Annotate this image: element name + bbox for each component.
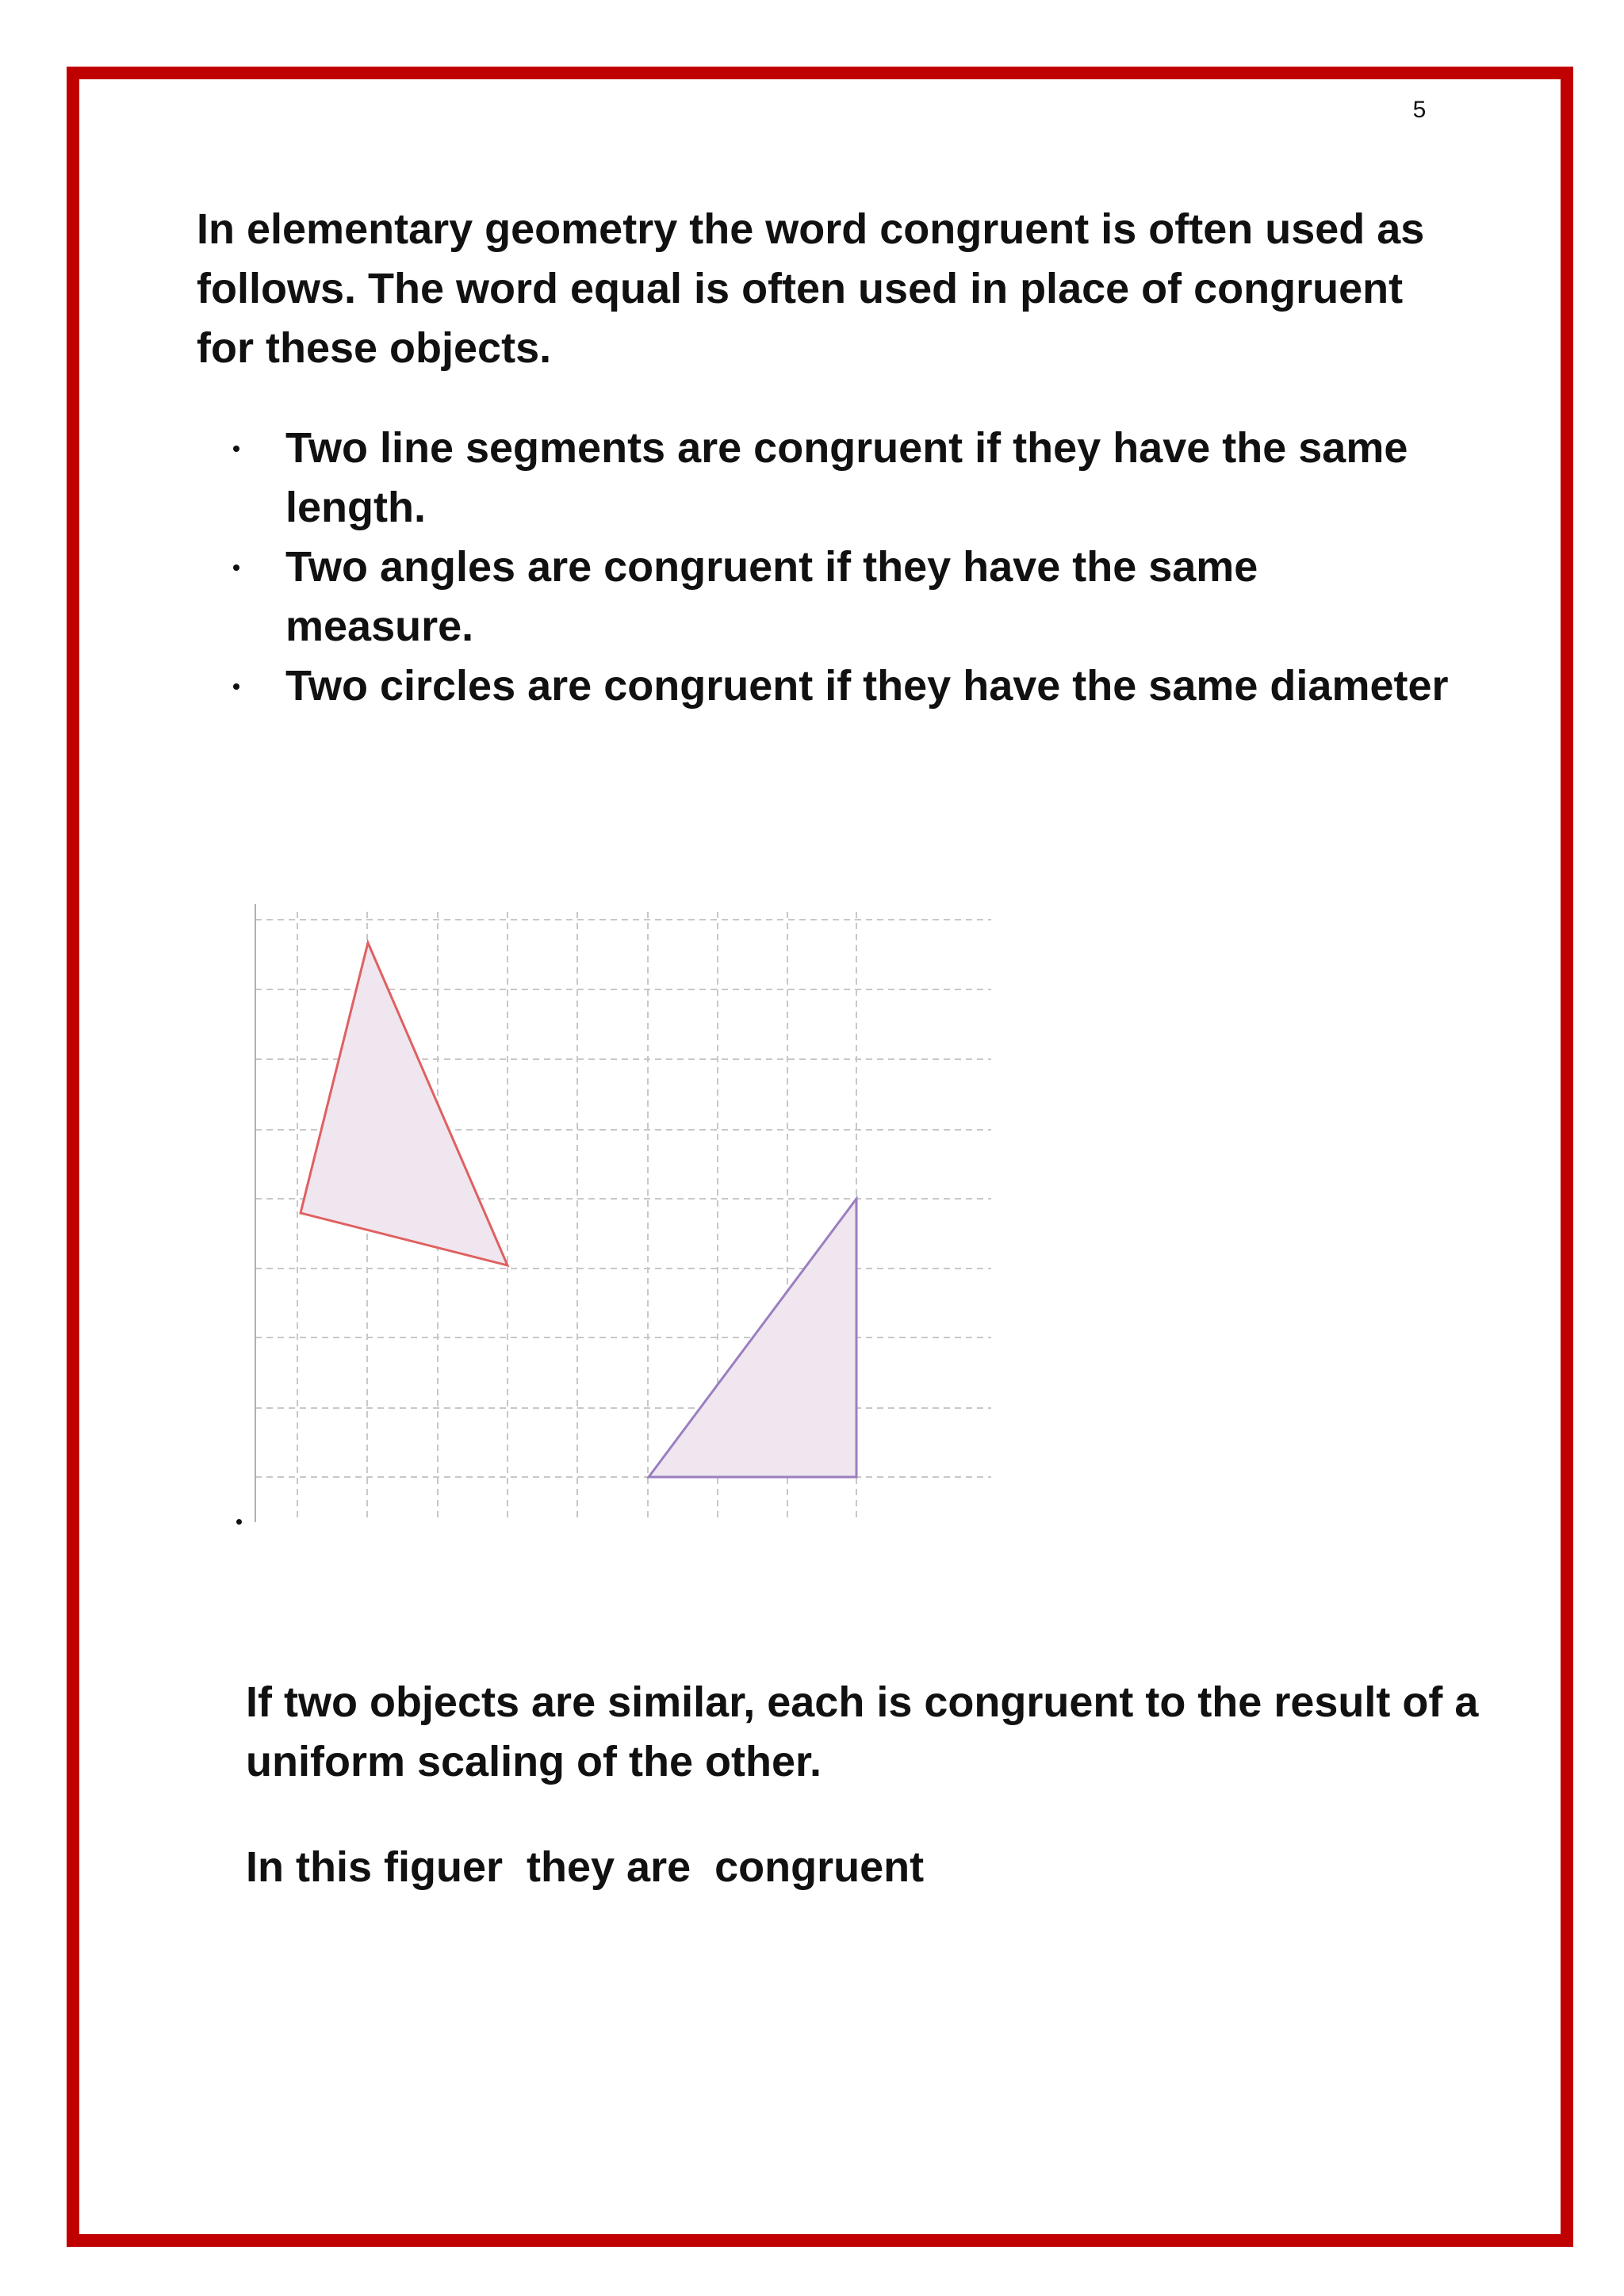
bullet-icon (233, 446, 239, 452)
bullet-icon (236, 1519, 242, 1525)
bullet-icon (233, 683, 239, 690)
intro-paragraph: In elementary geometry the word congruent is often used as follows. The word equal is often used in place of congruent for these objects. (197, 205, 1425, 372)
red-triangle (301, 943, 508, 1265)
conclusion-paragraph: If two objects are similar, each is congruent to the result of a uniform scaling of the other. (246, 1678, 1479, 1785)
list-item-text: Two angles are congruent if they have the same measure. (285, 543, 1258, 650)
list-item-text: Two circles are congruent if they have the same diameter (285, 662, 1449, 710)
final-note: In this figuer they are congruent (246, 1843, 925, 1891)
list-item (197, 656, 1450, 716)
triangle-grid-figure (230, 896, 1007, 1538)
congruence-list (197, 419, 1450, 716)
list-item (197, 538, 1450, 656)
bullet-icon (233, 564, 239, 571)
page-number: 5 (1412, 97, 1427, 123)
list-item-text: Two line segments are congruent if they have the same length. (285, 424, 1408, 531)
list-item (197, 419, 1450, 538)
